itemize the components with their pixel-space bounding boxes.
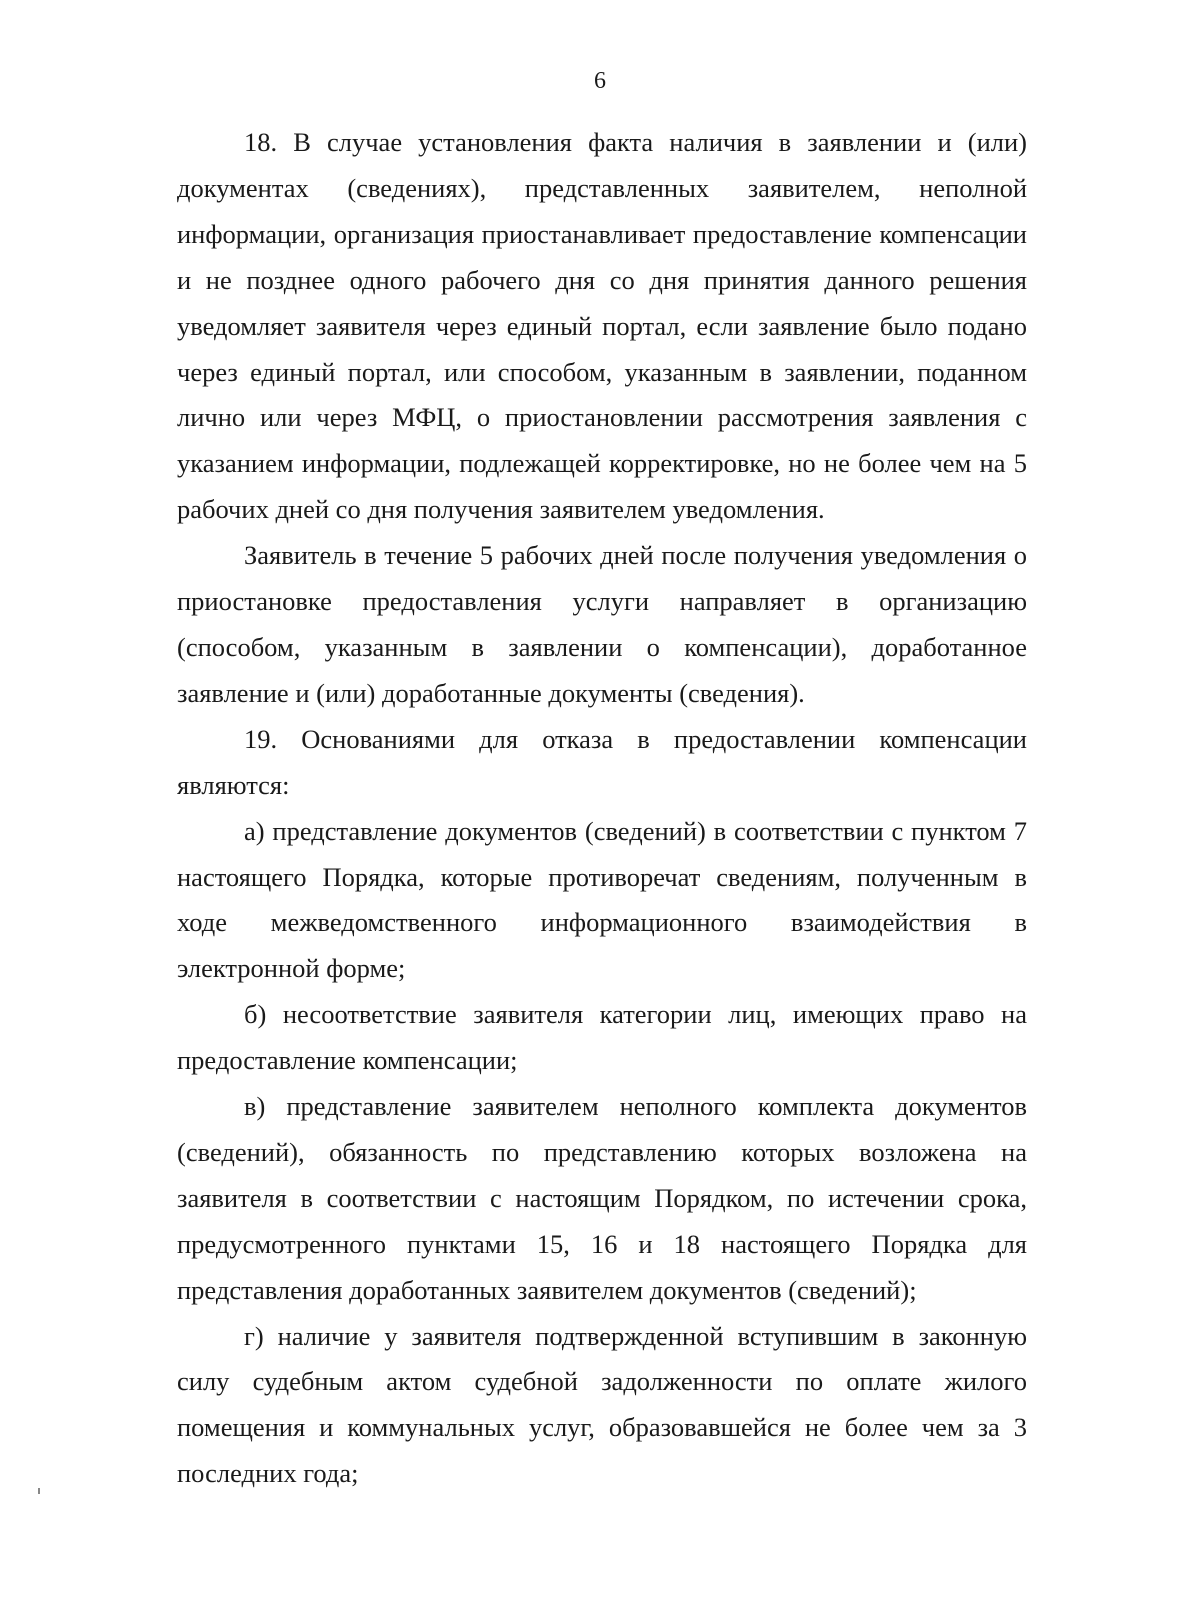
page-number: 6 — [594, 68, 606, 94]
document-body — [177, 120, 1027, 1497]
paragraph-18: 18. В случае установления факта наличия в заявлении и (или) документах (сведениях), представленных заявителем, неполной информации, организация приостанавливает предоставление компенсации и не позднее одного рабочего дня со дня принятия данного решения уведомляет заявителя через единый портал, если заявление было подано через единый портал, или способом, указанным в заявлении, поданном лично или через МФЦ, о приостановлении рассмотрения заявления с указанием информации, подлежащей корректировке, но не более чем на 5 рабочих дней со дня получения заявителем уведомления. — [177, 127, 1027, 525]
paragraph-19-b: б) несоответствие заявителя категории лиц, имеющих право на предоставление компенсации; — [177, 999, 1027, 1076]
paragraph-applicant-resubmission: Заявитель в течение 5 рабочих дней после получения уведомления о приостановке предоставления услуги направляет в организацию (способом, указанным в заявлении о компенсации), доработанное заявление и (или) доработанные документы (сведения). — [177, 540, 1027, 708]
paragraph-19-v: в) представление заявителем неполного комплекта документов (сведений), обязанность по представлению которых возложена на заявителя в соответствии с настоящим Порядком, по истечении срока, предусмотренного пунктами 15, 16 и 18 настоящего Порядка для представления доработанных заявителем документов (сведений); — [177, 1091, 1027, 1305]
paragraph-19: 19. Основаниями для отказа в предоставлении компенсации являются: — [177, 723, 1027, 800]
paragraph-19-g: г) наличие у заявителя подтвержденной вступившим в законную силу судебным актом судебной задолженности по оплате жилого помещения и коммунальных услуг, образовавшейся не более чем за 3 последних года; — [177, 1320, 1027, 1489]
paragraph-19-a: а) представление документов (сведений) в соответствии с пунктом 7 настоящего Порядка, которые противоречат сведениям, полученным в ходе межведомственного информационного взаимодействия в электронной форме; — [177, 815, 1027, 984]
scan-artifact — [38, 1488, 40, 1494]
